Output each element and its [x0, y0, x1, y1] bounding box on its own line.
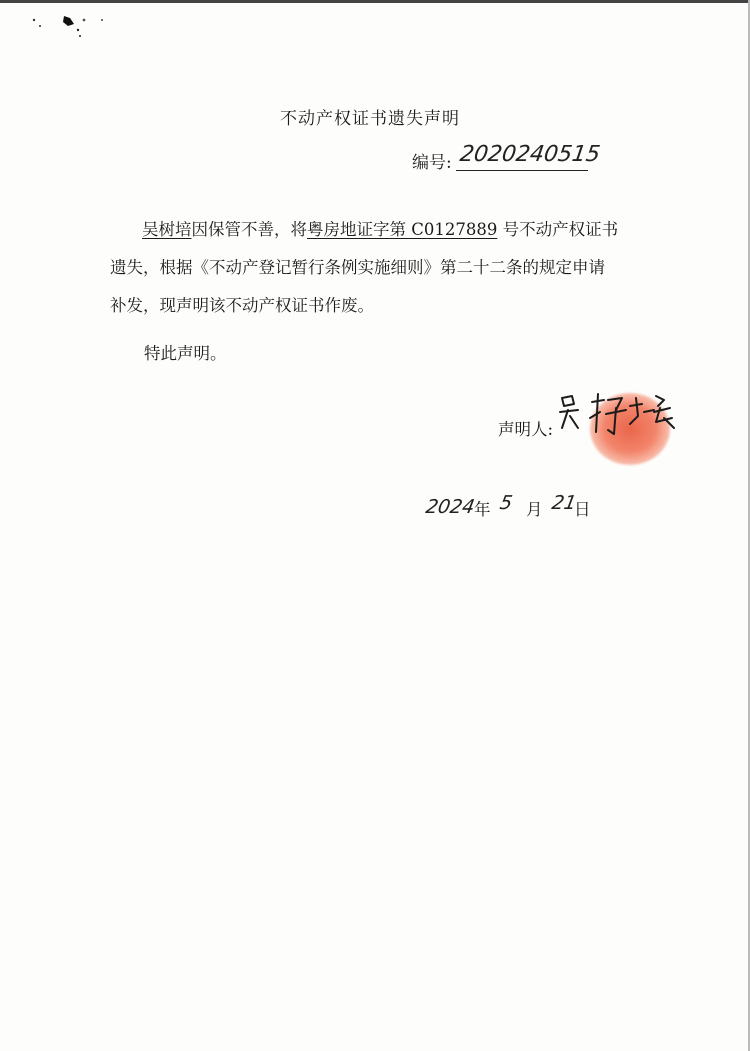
paragraph-1-line-3: 补发，现声明该不动产权证书作废。 — [110, 296, 374, 315]
owner-name: 吴树培 — [142, 220, 192, 239]
date-year-label: 年 — [474, 500, 491, 519]
paragraph-1-text-a: 因保管不善，将 — [191, 220, 307, 239]
date-year-handwritten: 2024 — [424, 496, 477, 518]
handwritten-signature — [556, 388, 688, 444]
number-value-handwritten: 2020240515 — [458, 142, 602, 167]
date-month-handwritten: 5 — [498, 492, 515, 514]
declarant-label: 声明人: — [498, 420, 554, 439]
paragraph-1-line-1 — [142, 220, 618, 240]
scan-edge-top — [0, 0, 750, 3]
date-line — [426, 490, 626, 526]
date-day-handwritten: 21 — [550, 492, 579, 514]
date-month-label: 月 — [526, 500, 543, 519]
paragraph-1-line-2: 遗失，根据《不动产登记暂行条例实施细则》第二十二条的规定申请 — [110, 258, 605, 277]
document-number — [412, 142, 632, 176]
number-underline — [456, 170, 588, 171]
paragraph-2: 特此声明。 — [144, 344, 227, 363]
date-day-label: 日 — [574, 500, 591, 519]
page-title: 不动产权证书遗失声明 — [280, 109, 460, 129]
number-label: 编号: — [412, 153, 452, 173]
certificate-number: 粤房地证字第 C0127889 — [307, 220, 498, 239]
paragraph-1-text-b: 号不动产权证书 — [497, 220, 619, 239]
scan-specks — [30, 6, 120, 40]
